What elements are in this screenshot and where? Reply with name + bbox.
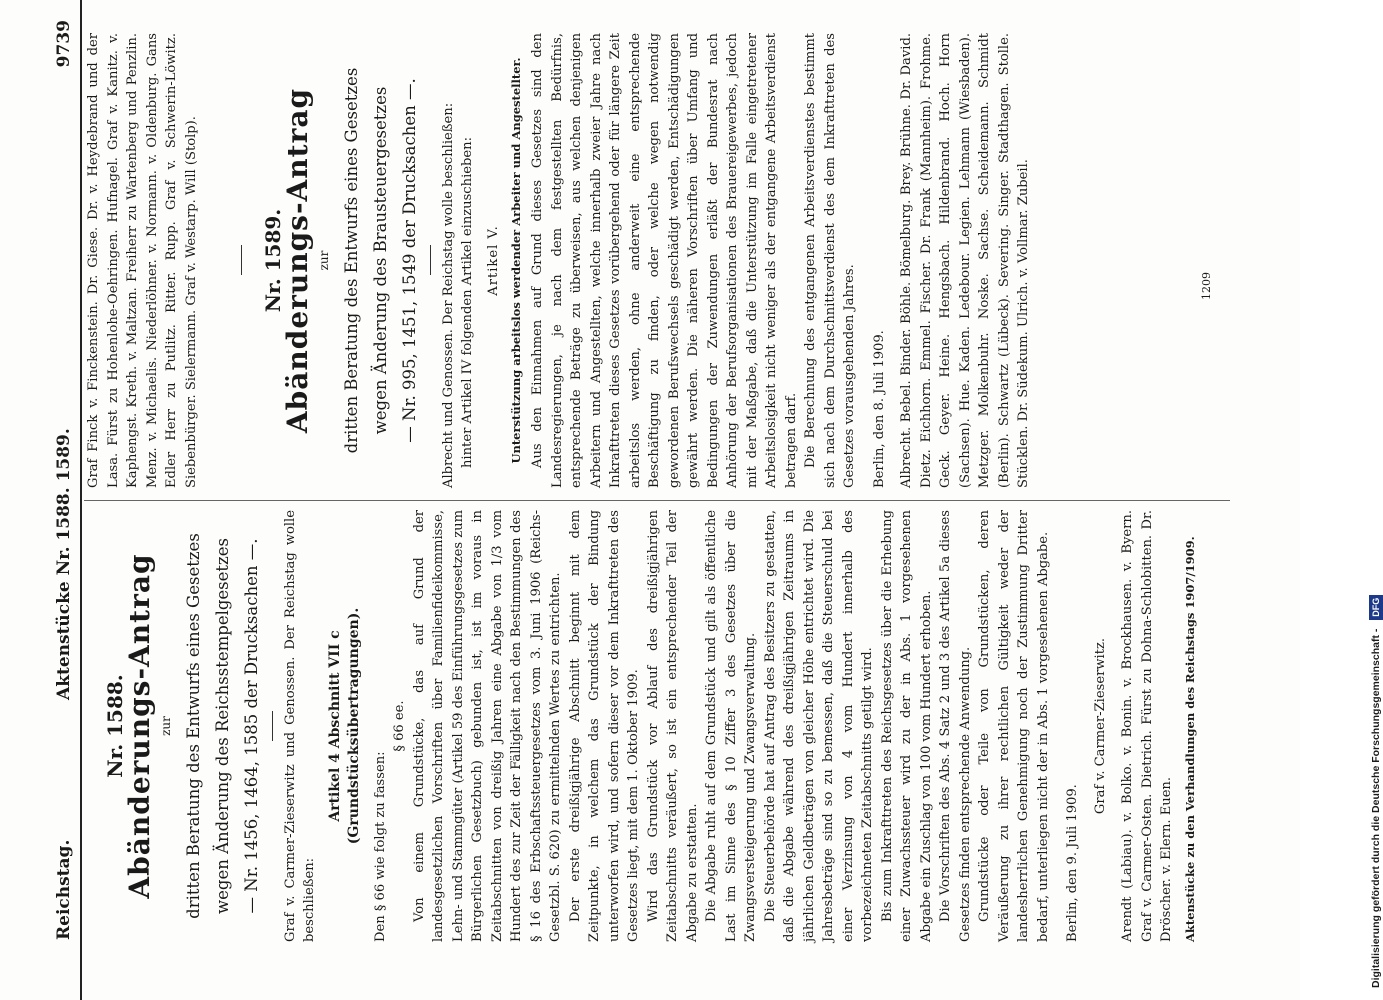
article-heading: Artikel 4 Abschnitt VII c (Grundstücksübertragungen). [326,607,362,845]
column-nr-1588 [84,510,1230,942]
print-sheet-number: 1209 [1200,272,1213,300]
date-line: Berlin, den 8. Juli 1909. [871,330,887,488]
subject-line-2: wegen Änderung des Reichsstempelgesetzes [212,538,232,914]
article-subheading: Unterstützung arbeitslos werdender Arbeiter und Angestellter. [509,57,523,464]
header-page-number: 9739 [54,20,74,68]
paragraph: Die Abgabe ruht auf dem Grundstück und gilt als öffentliche Last im Sinne des § 10 Ziffer 3 des Gesetzes über die Zwangsversteigerung und Zwangsverwaltung. [704,510,758,942]
separator-rule [272,711,273,741]
subject-line-1: dritten Beratung des Entwurfs eines Gesetzes [183,533,203,919]
title-connector: zur [159,716,173,736]
section-label: § 66 ee. [392,700,407,752]
separator-rule [430,246,431,276]
separator-rule [241,246,242,276]
paragraph: Von einem Grundstücke, das auf Grund der landesgesetzlichen Vorschriften über Familienfideikommisse, Lehn- und Stammgüter (Artikel 59 des Einführungsgesetzes zum Bürgerlichen Gesetzbuch) gebunden ist, ist im voraus in Zeitabschnitten von dreißig Jahren eine Abgabe von 1/3 vom Hundert des zur Zeit der Fälligkeit nach den Bestimmungen des § 16 des Erbschaftssteuergesetzes vom 3. Juni 1906 (Reichs-Gesetzbl. S. 620) zu ermittelnden Wertes zu entrichten. [411,510,563,942]
page-header [0,0,82,1000]
paragraph: Die Vorschriften des Abs. 4 Satz 2 und 3 des Artikel 5a dieses Gesetzes finden entsprechende Anwendung. [938,510,973,942]
paragraph: Die Berechnung des entgangenen Arbeitsverdienstes bestimmt sich nach dem Durchschnittsverdienst des dem Inkrafttreten des Gesetzes vorausgehenden Jahres. [803,33,857,488]
motion-intro: Albrecht und Genossen. Der Reichstag wolle beschließen: [440,102,456,488]
co-signers-continued: Graf Finck v. Finckenstein. Dr. Giese. Dr. v. Heydebrand und der Lasa. Fürst zu Hohenlohe-Oehringen. Hufnagel. Graf v. Kanitz. v. Kaphengst. Kreth. v. Maltzan. Freiherr zu Wartenberg und Penzlin. Menz. v. Michaelis. Niederlöhner. v. Normann. v. Oldenburg. Gans Edler Herr zu Putlitz. Ritter. Rupp. Graf v. Schwerin-Löwitz. Siebenbürger. Sielermann. Graf v. Westarp. Will (Stolp). [86,33,199,488]
digitization-margin-note [1362,8,1382,988]
digitization-text: Digitalisierung gefördert durch die Deutsche Forschungsgemeinschaft - [1370,628,1382,988]
document-title: Abänderungs-Antrag [122,553,156,899]
document-number: Nr. 1588. [103,674,127,778]
document-number: Nr. 1589. [261,208,285,313]
paragraph: Aus den Einnahmen auf Grund dieses Gesetzes sind den Landesregierungen, je nach dem festgestellten Bedürfnis, entsprechende Beträge zu überweisen, aus welchen denjenigen Arbeitern und Angestellten, welche innerhalb zweier Jahre nach Inkrafttreten dieses Gesetzes vorübergehend oder für längere Zeit arbeitslos werden, ohne anderweit eine entsprechende Beschäftigung zu finden, oder welche wegen notwendig gewordenen Berufswechsels geschädigt werden, Entschädigungen gewährt werden. Die näheren Vorschriften über Umfang und Bedingungen der Zuwendungen erläßt der Bundesrat nach Anhörung der Berufsorganisationen des Brauereigewerbes, jedoch mit der Maßgabe, daß die Unterstützung im Falle eingetretener Arbeitslosigkeit nicht weniger als der entgangene Arbeitsverdienst betragen darf. [530,33,799,488]
column-divider [84,500,1230,501]
subject-line-2: wegen Änderung des Brausteuergesetzes [370,86,390,435]
paragraph: Der erste dreißigjährige Abschnitt beginnt mit dem Zeitpunkte, in welchem das Grundstück der Bindung unterworfen wird, und sofern dieser vor dem Inkrafttreten des Gesetzes liegt, mit dem 1. Oktober 1909. [567,510,641,942]
title-connector: zur [317,250,331,271]
subject-line-3: — Nr. 995, 1451, 1549 der Drucksachen —. [399,78,419,443]
header-center: Aktenstücke Nr. 1588. 1589. [54,428,74,700]
article-heading: Artikel V. [485,225,501,296]
paragraph: Grundstücke oder Teile von Grundstücken, deren Veräußerung zu ihrer rechtlichen Gültigkeit weder der landesherrlichen Genehmigung noch der Zustimmung Dritter bedarf, unterliegen nicht der in Abs. 1 vorgesehenen Abgabe. [977,510,1051,942]
co-signers: Albrecht. Bebel. Binder. Böhle. Bömelburg. Brey. Brühne. Dr. David. Dietz. Eichhorn. Emmel. Fischer. Dr. Frank (Mannheim). Frohme. Geck. Geyer. Heine. Hengsbach. Hildenbrand. Hoch. Horn (Sachsen). Hue. Kaden. Ledebour. Legien. Lehmann (Wiesbaden). Metzger. Molkenbuhr. Noske. Sachse. Scheidemann. Schmidt (Berlin). Schwartz (Lübeck). Severing. Singer. Stadthagen. Stolle. Stücklen. Dr. Südekum. Ulrich. v. Vollmar. Zubeil. [899,33,1031,488]
paragraph: Bis zum Inkrafttreten des Reichsgesetzes über die Erhebung einer Zuwachssteuer wird zu der in Abs. 1 vorgesehenen Abgabe ein Zuschlag von 100 vom Hundert erhoben. [879,510,934,942]
header-left: Reichstag. [54,839,74,940]
subject-line-3: — Nr. 1456, 1464, 1585 der Drucksachen —. [241,538,261,914]
paragraph-lead: Den § 66 wie folgt zu fassen: [372,751,388,942]
motion-intro: Graf v. Carmer-Zieserwitz und Genossen. Der Reichstag wolle beschließen: [282,510,317,942]
paragraph: Wird das Grundstück vor Ablauf des dreißigjährigen Zeitabschnitts veräußert, so ist ein entsprechender Teil der Abgabe zu erstatten. [645,510,700,942]
document-title: Abänderungs-Antrag [280,87,314,434]
subject-line-1: dritten Beratung des Entwurfs eines Gesetzes [341,67,361,454]
dfg-logo: DFG [1369,595,1383,620]
motion-intro-2: hinter Artikel IV folgenden Artikel einzuschieben: [460,137,475,468]
footer-note: Aktenstücke zu den Verhandlungen des Reichstags 1907/1909. [1182,536,1197,942]
date-line: Berlin, den 9. Juli 1909. [1065,784,1080,942]
column-nr-1589 [84,33,1230,488]
paragraph: Die Steuerbehörde hat auf Antrag des Besitzers zu gestatten, daß die Abgabe während des dreißigjährigen Zeitraums in jährlichen Geldbeträgen von gleicher Höhe entrichtet wird. Die Jahresbeträge sind so zu bemessen, daß die Steuerschuld bei einer Verzinsung von 4 vom Hundert innerhalb des vorbezeichneten Zeitabschnitts getilgt wird. [762,510,875,942]
co-signers: Arendt (Labiau). v. Bolko. v. Bonin. v. Brockhausen. v. Byern. Graf v. Carmer-Osten. Dietrich. Fürst zu Dohna-Schlobitten. Dr. Dröscher. v. Elern. Euen. [1120,510,1174,942]
main-signer: Graf v. Carmer-Zieserwitz. [1092,637,1108,815]
